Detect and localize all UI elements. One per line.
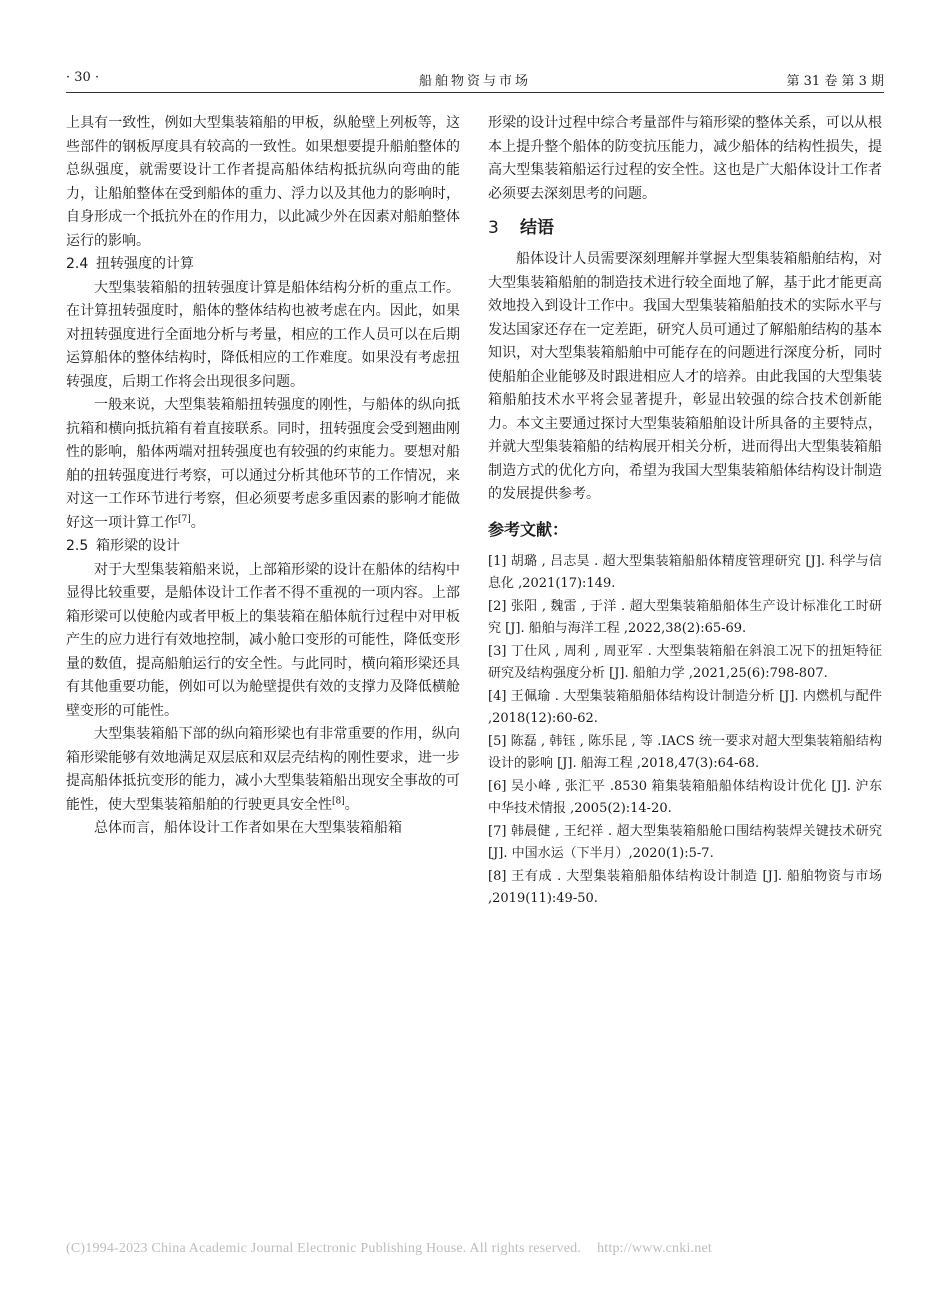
copyright-footer xyxy=(66,1241,884,1257)
section-3-heading xyxy=(488,214,882,242)
reference-item: [5] 陈磊 , 韩钰 , 陈乐昆 , 等 .IACS 统一要求对超大型集装箱船结构设计的影响 [J]. 船海工程 ,2018,47(3):64-68. xyxy=(488,733,882,771)
intro-paragraph: 上具有一致性，例如大型集装箱船的甲板，纵舱壁上列板等，这些部件的钢板厚度具有较高的一致性。如果想要提升船舶整体的总纵强度，就需要设计工作者提高船体结构抵抗纵向弯曲的能力，让船舶整体在受到船体的重力、浮力以及其他力的影响时，自身形成一个抵抗外在的作用力，以此减少外在因素对船舶整体运行的影响。 xyxy=(66,115,460,249)
reference-item: [1] 胡璐 , 吕志昊 . 超大型集装箱船船体精度管理研究 [J]. 科学与信息化 ,2021(17):149. xyxy=(488,553,882,591)
running-header xyxy=(66,66,884,93)
paragraph: 对于大型集装箱船来说，上部箱形梁的设计在船体的结构中显得比较重要，是船体设计工作者不得不重视的一项内容。上部箱形梁可以使舱内或者甲板上的集装箱在船体航行过程中对甲板产生的应力进行有效地控制，减小舱口变形的可能性，降低变形量的数值，提高船舶运行的安全性。与此同时，横向箱形梁还具有其他重要功能，例如可以为舱壁提供有效的支撑力及降低横舱壁变形的可能性。 xyxy=(66,561,460,719)
reference-item: [6] 吴小峰 , 张汇平 .8530 箱集装箱船船体结构设计优化 [J]. 沪东中华技术情报 ,2005(2):14-20. xyxy=(488,778,882,816)
citation: [8] xyxy=(332,795,345,806)
paragraph-with-citation xyxy=(66,394,460,535)
paragraph: 大型集装箱船的扭转强度计算是船体结构分析的重点工作。在计算扭转强度时，船体的整体结构也被考虑在内。因此，如果对扭转强度进行全面地分析与考量，相应的工作人员可以在后期运算船体的整体结构时，降低相应的工作难度。如果没有考虑扭转强度，后期工作将会出现很多问题。 xyxy=(66,279,460,390)
section-number: 3 xyxy=(488,218,499,238)
page-number: · 30 · xyxy=(66,70,100,85)
reference-item: [7] 韩晨健 , 王纪祥 . 超大型集装箱船舱口围结构装焊关键技术研究 [J]. 中国水运（下半月）,2020(1):5-7. xyxy=(488,823,882,861)
journal-name: 船舶物资与市场 xyxy=(418,74,531,89)
paragraph-with-citation xyxy=(66,723,460,817)
section-title: 箱形梁的设计 xyxy=(96,538,180,554)
paragraph: 总体而言，船体设计工作者如果在大型集装箱船箱 xyxy=(94,820,402,836)
section-number: 2.4 xyxy=(66,256,89,272)
paragraph: 船体设计人员需要深刻理解并掌握大型集装箱船舶结构，对大型集装箱船舶的制造技术进行较全面地了解，基于此才能更高效地投入到设计工作中。我国大型集装箱船舶技术的实际水平与发达国家还存在一定差距，研究人员可通过了解船舶结构的基本知识，对大型集装箱船舶中可能存在的问题进行深度分析，同时使船舶企业能够及时跟进相应人才的培养。由此我国的大型集装箱船舶技术水平将会显著提升，彰显出较强的综合技术创新能力。本文主要通过探讨大型集装箱船舶设计所具备的主要特点，并就大型集装箱船的结构展开相关分析，进而得出大型集装箱船制造方式的优化方向，希望为我国大型集装箱船体结构设计制造的发展提供参考。 xyxy=(488,251,882,502)
paragraph-text: 一般来说，大型集装箱船扭转强度的刚性，与船体的纵向抵抗箱和横向抵抗箱有着直接联系。同时，扭转强度会受到翘曲刚性的影响，船体两端对扭转强度也有较强的约束能力。要想对船舶的扭转强度进行考察，可以通过分析其他环节的工作情况，来对这一工作环节进行考察，但必须要考虑多重因素的影响才能做好这一项计算工作 xyxy=(66,397,460,531)
section-title: 结语 xyxy=(520,218,554,238)
section-2-5-heading xyxy=(66,535,460,559)
reference-item: [8] 王有成 . 大型集装箱船船体结构设计制造 [J]. 船舶物资与市场 ,2019(11):49-50. xyxy=(488,868,882,906)
copyright-text: (C)1994-2023 China Academic Journal Electronic Publishing House. All rights reserved. xyxy=(66,1241,582,1256)
footer-url: http://www.cnki.net xyxy=(597,1241,712,1256)
section-number: 2.5 xyxy=(66,538,89,554)
references-title: 参考文献： xyxy=(488,519,569,539)
paragraph-end: 。 xyxy=(190,514,205,531)
section-2-4-heading xyxy=(66,253,460,277)
reference-item: [3] 丁仕风 , 周利 , 周亚军 . 大型集装箱船在斜浪工况下的扭矩特征研究及结构强度分析 [J]. 船舶力学 ,2021,25(6):798-807. xyxy=(488,643,882,681)
issue-info: 第 31 卷 第 3 期 xyxy=(786,74,884,89)
paragraph-end: 。 xyxy=(344,796,359,813)
section-title: 扭转强度的计算 xyxy=(96,256,194,272)
citation: [7] xyxy=(178,513,191,524)
left-column xyxy=(66,112,460,841)
reference-item: [2] 张阳 , 魏雷 , 于洋 . 超大型集装箱船船体生产设计标准化工时研究 [J]. 船舶与海洋工程 ,2022,38(2):65-69. xyxy=(488,598,882,636)
right-column xyxy=(488,112,882,911)
reference-item: [4] 王佩瑜 . 大型集装箱船船体结构设计制造分析 [J]. 内燃机与配件 ,2018(12):60-62. xyxy=(488,688,882,726)
continued-paragraph: 形梁的设计过程中综合考量部件与箱形梁的整体关系，可以从根本上提升整个船体的防变抗压能力，减少船体的结构性损失，提高大型集装箱船运行过程的安全性。这也是广大船体设计工作者必须要去深刻思考的问题。 xyxy=(488,115,882,202)
paragraph-text: 大型集装箱船下部的纵向箱形梁也有非常重要的作用，纵向箱形梁能够有效地满足双层底和双层壳结构的刚性要求，进一步提高船体抵抗变形的能力，减小大型集装箱船出现安全事故的可能性，使大型集装箱船舶的行驶更具安全性 xyxy=(66,726,460,813)
reference-list xyxy=(488,551,882,910)
